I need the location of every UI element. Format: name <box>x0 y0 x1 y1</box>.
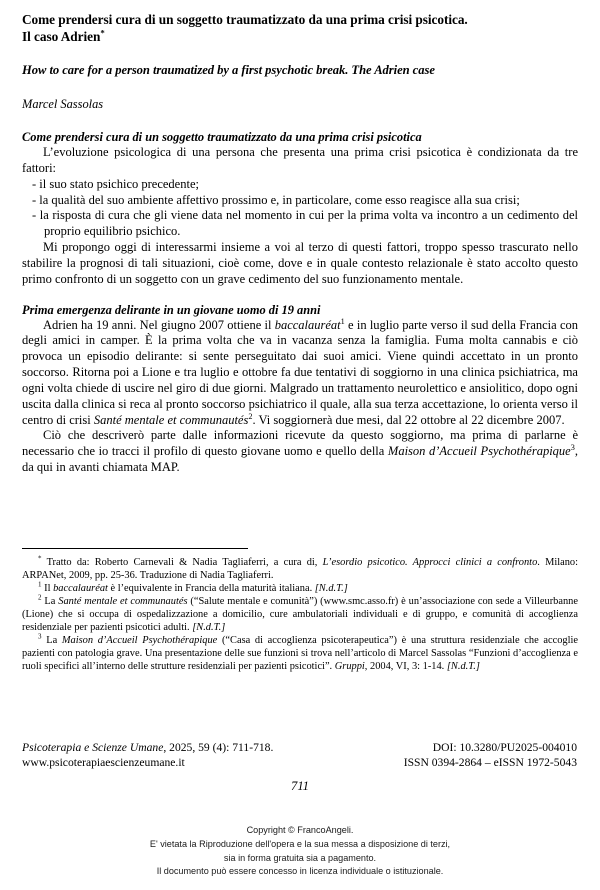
footnote-italic-1: baccalauréat <box>53 583 108 595</box>
footnote-asterisk <box>22 556 578 582</box>
section-heading-1: Come prendersi cura di un soggetto traumatizzato da una prima crisi psicotica <box>22 129 422 144</box>
map-text-2: , da qui in avanti chiamata MAP. <box>22 444 578 475</box>
paragraph-proposal: Mi propongo oggi di interessarmi insieme a voi al terzo di questi fattori, troppo spesso trascurato nello stabilire la prognosi di tali situazioni, cioè come, dove e in quale contesto relazionale è stato accolto questo primo confronto di un soggetto con un grave cedimento del suo funzionamento mentale. <box>22 240 578 286</box>
adrien-text-3: . Vi soggiornerà due mesi, dal 22 ottobre al 22 dicembre 2007. <box>252 412 565 427</box>
journal-citation <box>22 740 273 755</box>
factors-list <box>22 177 578 240</box>
title-italian-line2: Il caso Adrien <box>22 29 101 45</box>
copyright-line-3: sia in forma gratuita sia a pagamento. <box>223 852 377 863</box>
footnote-3 <box>22 634 578 673</box>
footnote-text-2: (“Casa di accoglienza psicoterapeutica”) è una struttura residenziale che accoglie pazienti con patologia grave. Una presentazione delle sue funzioni si trova nell’articolo di Marcel Sassolas “Funzioni d’accoglienza e ruoli specifici all’interno delle strutture residenziali per pazienti psicotici”. <box>22 635 579 673</box>
journal-identifiers-row <box>22 755 578 770</box>
footnote-italic-ndt: [N.d.T.] <box>314 583 348 595</box>
journal-citation-row <box>22 740 578 755</box>
page-number: 711 <box>291 779 309 793</box>
footnote-italic-ndt: [N.d.T.] <box>446 661 480 673</box>
paragraph-map-intro <box>22 428 578 475</box>
list-item: - la risposta di cura che gli viene data nel momento in cui per la prima volta va incontro a un cedimento del proprio equilibrio psichico. <box>32 208 578 239</box>
footnote-2 <box>22 595 578 634</box>
journal-volume-pages: , 2025, 59 (4): 711-718. <box>163 741 274 754</box>
footnote-text-2: (“Salute mentale e comunità”) (www.smc.asso.fr) è un’associazione con sede a Villeurbanne (Lione) che si occupa di ospedalizzazione a domicilio, cure ambulatoriali individuali e di gruppo, e comunità di accoglienza residenziale per pazienti psicotici adulti. <box>22 596 578 634</box>
footnotes-area <box>22 548 578 673</box>
footnote-text-1: Tratto da: Roberto Carnevali & Nadia Tagliaferri, a cura di, <box>41 557 323 568</box>
footnote-ref-1[interactable]: 1 <box>340 316 345 326</box>
page-title <box>22 0 578 46</box>
paragraph-adrien-case <box>22 318 578 429</box>
footnote-italic-1: Santé mentale et communautés <box>58 596 188 608</box>
footnote-text-1: Il <box>41 583 54 595</box>
footnote-ref-2[interactable]: 2 <box>248 411 253 421</box>
footnote-marker: 2 <box>38 593 42 602</box>
footnote-italic-1: Maison d’Accueil Psychothérapique <box>61 635 218 647</box>
footnote-italic-ndt: [N.d.T.] <box>192 622 226 634</box>
list-item: - la qualità del suo ambiente affettivo prossimo e, in particolare, come esso reagisce alla sua crisi; <box>32 192 520 207</box>
footnote-text-1: La <box>41 635 62 647</box>
adrien-italic-baccalaureat: baccalauréat <box>274 317 341 332</box>
footnote-ref-3[interactable]: 3 <box>570 443 575 453</box>
copyright-line-2: E' vietata la Riproduzione dell'opera e la sua messa a disposizione di terzi, <box>149 838 451 849</box>
list-item: - il suo stato psichico precedente; <box>32 176 199 191</box>
title-italian-line1: Come prendersi cura di un soggetto traumatizzato da una prima crisi psicotica. <box>22 12 468 27</box>
section-heading-2: Prima emergenza delirante in un giovane uomo di 19 anni <box>22 302 321 317</box>
adrien-text-1: Adrien ha 19 anni. Nel giugno 2007 ottiene il <box>43 317 275 332</box>
map-text-1: Ciò che descriverò parte dalle informazioni ricevute da questo soggiorno, ma prima di parlarne è necessario che io tracci il profilo di questo giovane uomo e quello della <box>22 428 578 459</box>
adrien-italic-smc: Santé mentale et communautés <box>93 412 249 427</box>
article-text-block <box>22 0 578 476</box>
footnote-italic-gruppi: Gruppi <box>334 661 365 673</box>
copyright-line-4: Il documento può essere concesso in licenza individuale o istituzionale. <box>156 866 444 877</box>
map-italic-maison: Maison d’Accueil Psychothérapique <box>387 444 571 459</box>
journal-footer <box>22 740 578 771</box>
footnote-text-2: . Milano: ARPANet, 2009, pp. 25-36. Traduzione di Nadia Tagliaferri. <box>22 557 578 582</box>
journal-issn: ISSN 0394-2864 – eISSN 1972-5043 <box>403 756 577 770</box>
paragraph-intro: L’evoluzione psicologica di una persona che presenta una prima crisi psicotica è condizionata da tre fattori: <box>22 145 578 175</box>
journal-name: Psicoterapia e Scienze Umane <box>22 741 164 754</box>
footnote-text-1: La <box>41 596 59 608</box>
footnote-text-2: è l’equivalente in Francia della maturità italiana. <box>107 583 315 595</box>
author-name: Marcel Sassolas <box>22 96 104 111</box>
footnote-marker: 3 <box>38 632 42 641</box>
title-footnote-marker[interactable]: * <box>100 27 105 38</box>
footnote-marker: 1 <box>38 580 42 589</box>
copyright-notice <box>0 824 600 879</box>
copyright-line-1: Copyright © FrancoAngeli. <box>246 825 354 835</box>
footnote-text-3: , 2004, VI, 3: 1-14. <box>364 661 447 673</box>
footnote-italic-1: L’esordio psicotico. Approcci clinici a confronto <box>322 557 538 568</box>
footnote-separator-rule <box>22 548 248 549</box>
title-english: How to care for a person traumatized by a first psychotic break. The Adrien case <box>22 62 435 77</box>
adrien-text-2: e in luglio parte verso il sud della Francia con degli amici in camper. È la prima volta che va in vacanza senza la famiglia. Fuma molta cannabis e ciò provoca un episodio delirante: si sente perseguitato dai suoi amici. Viene quindi accettato in un pronto soccorso. Ritorna poi a Lione e tra luglio e ottobre fa due tentativi di soggiorno in una clinica psichiatrica, ma ogni volta chiede di uscire nel giro di due giorni. Malgrado un trattamento neurolettico e ansiolitico, dopo ogni uscita dalla clinica si reca al pronto soccorso psichiatrico il quale, alla sua terza accettazione, lo orienta verso il centro di crisi <box>22 317 578 427</box>
footnote-1 <box>22 582 578 595</box>
journal-doi[interactable]: DOI: 10.3280/PU2025-004010 <box>432 741 577 754</box>
journal-website[interactable]: www.psicoterapiaescienzeumane.it <box>22 756 185 770</box>
footnote-marker: * <box>38 554 42 563</box>
